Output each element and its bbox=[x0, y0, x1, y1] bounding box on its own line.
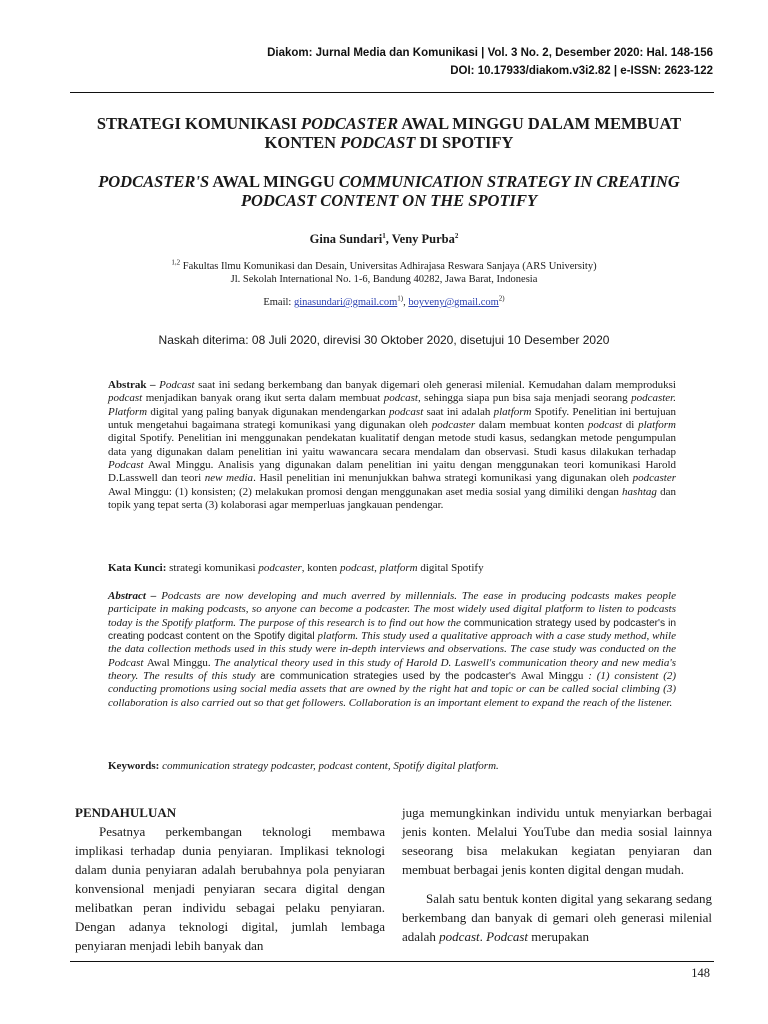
body-left-column bbox=[75, 803, 385, 955]
email-link-1[interactable]: ginasundari@gmail.com bbox=[293, 297, 398, 308]
abstract-indonesian: Abstrak – Podcast saat ini sedang berkembang dan banyak digemari oleh generasi milenial. Kemudahan dalam memproduksi podcast menjadikan banyak orang ikut serta dalam membuat podcast, sehingga siapa pun bisa saja menjadi seorang podcaster. Platform digital yang paling banyak digunakan mendengarkan podcast saat ini adalah platform Spotify. Penelitian ini bertujuan untuk mengetahui bagaimana strategi komunikasi yang digunakan oleh podcaster dalam membuat konten podcast di platform digital Spotify. Penelitian ini menggunakan pendekatan kualitatif dengan metode studi kasus, sedangkan metode pengumpulan data yang digunakan dalam penelitian ini yaitu wawancara secara mendalam dan observasi. Studi kasus dilakukan terhadap Podcast Awal Minggu. Analisis yang digunakan dalam penelitian ini yaitu dengan menggunakan teori komunikasi Harold D.Lasswell dan teori new media. Hasil penelitian ini menunjukkan bahwa strategi komunikasi yang digunakan oleh podcaster Awal Minggu: (1) konsisten; (2) melakukan promosi dengan menggunakan aset media sosial yang dimiliki dengan hashtag dan topik yang tepat serta (3) kolaborasi agar memperluas jangkauan pendengar. bbox=[108, 379, 677, 512]
title-english: PODCASTER'S AWAL MINGGU COMMUNICATION STRATEGY IN CREATING PODCAST CONTENT ON THE SPOTIFY bbox=[98, 172, 680, 210]
keywords-english: Keywords: communication strategy podcaster, podcast content, Spotify digital platform. bbox=[108, 760, 499, 772]
paragraph: Pesatnya perkembangan teknologi membawa implikasi terhadap dunia penyiaran. Implikasi teknologi dalam dunia penyiaran adalah berubahnya pola penyiaran konvensional menjadi penyiaran secara digital dengan melibatkan peran individu sebagai pelaku penyiaran. Dengan adanya teknologi digital, jumlah lembaga penyiaran menjadi lebih banyak dan bbox=[75, 824, 385, 953]
abstract-english: Abstract – Podcasts are now developing and much averred by millennials. The ease in producing podcasts makes people participate in making podcasts, so anyone can become a podcaster. The most widely used digital platform to listen to podcasts today is the Spotify platform. The purpose of this research is to find out how the communication strategy used by podcaster's in creating podcast content on the Spotify digital platform. This study used a qualitative approach with a case study method, while the data collection methods used in this study were in-depth interviews and observations. The case study was conducted on the Podcast Awal Minggu. The analytical theory used in this study of Harold D. Laswell's communication theory and new media's theory. The results of this study are communication strategies used by the podcaster's Awal Minggu : (1) consistent (2) conducting promotions using social media assets that are owned by the right hat and topic or can be called social climbing (3) collaboration is also carried out so that get followers. Collaboration is an important element to expand the reach of the listener. bbox=[108, 590, 677, 709]
journal-citation: Diakom: Jurnal Media dan Komunikasi | Vol. 3 No. 2, Desember 2020: Hal. 148-156 bbox=[267, 47, 713, 59]
body-right-column bbox=[402, 803, 712, 946]
email-link-2[interactable]: boyveny@gmail.com bbox=[408, 297, 499, 308]
journal-doi: DOI: 10.17933/diakom.v3i2.82 | e-ISSN: 2623-122 bbox=[450, 65, 713, 77]
section-title: PENDAHULUAN bbox=[75, 805, 177, 820]
journal-header bbox=[93, 44, 713, 80]
page-number: 148 bbox=[691, 966, 710, 980]
author-1: Gina Sundari bbox=[309, 232, 383, 246]
author-2: Veny Purba bbox=[391, 232, 455, 246]
affiliation: $^{1,2}$ Fakultas Ilmu Komunikasi dan Desain, Universitas Adhirajasa Reswara Sanjaya (ARS University) Jl. Sekolah International No. 1-6, Bandung 40282, Jawa Barat, Indonesia bbox=[171, 258, 597, 285]
keywords-indonesian: Kata Kunci: strategi komunikasi podcaster, konten podcast, platform digital Spotify bbox=[108, 562, 484, 574]
footer-rule bbox=[70, 961, 714, 962]
paragraph: juga memungkinkan individu untuk menyiarkan berbagai jenis konten. Melalui YouTube dan media sosial lainnya seseorang bisa melakukan kegiatan penyiaran dan membuat berbagai jenis konten digital dengan mudah. bbox=[402, 805, 712, 877]
paragraph: Salah satu bentuk konten digital yang sekarang sedang berkembang dan banyak di gemari oleh generasi milenial adalah podcast. Podcast merupakan bbox=[402, 891, 712, 944]
submission-dates: Naskah diterima: 08 Juli 2020, direvisi 30 Oktober 2020, disetujui 10 Desember 2020 bbox=[158, 333, 610, 347]
authors: Gina Sundari$^1$, Veny Purba$^2$ bbox=[309, 231, 459, 246]
header-rule bbox=[70, 92, 714, 93]
title-indonesian: STRATEGI KOMUNIKASI PODCASTER AWAL MINGGU DALAM MEMBUAT KONTEN PODCAST DI SPOTIFY bbox=[96, 114, 682, 152]
author-emails: Email: ginasundari@gmail.com$^{1)}$, boyveny@gmail.com$^{2)}$ bbox=[263, 294, 505, 308]
